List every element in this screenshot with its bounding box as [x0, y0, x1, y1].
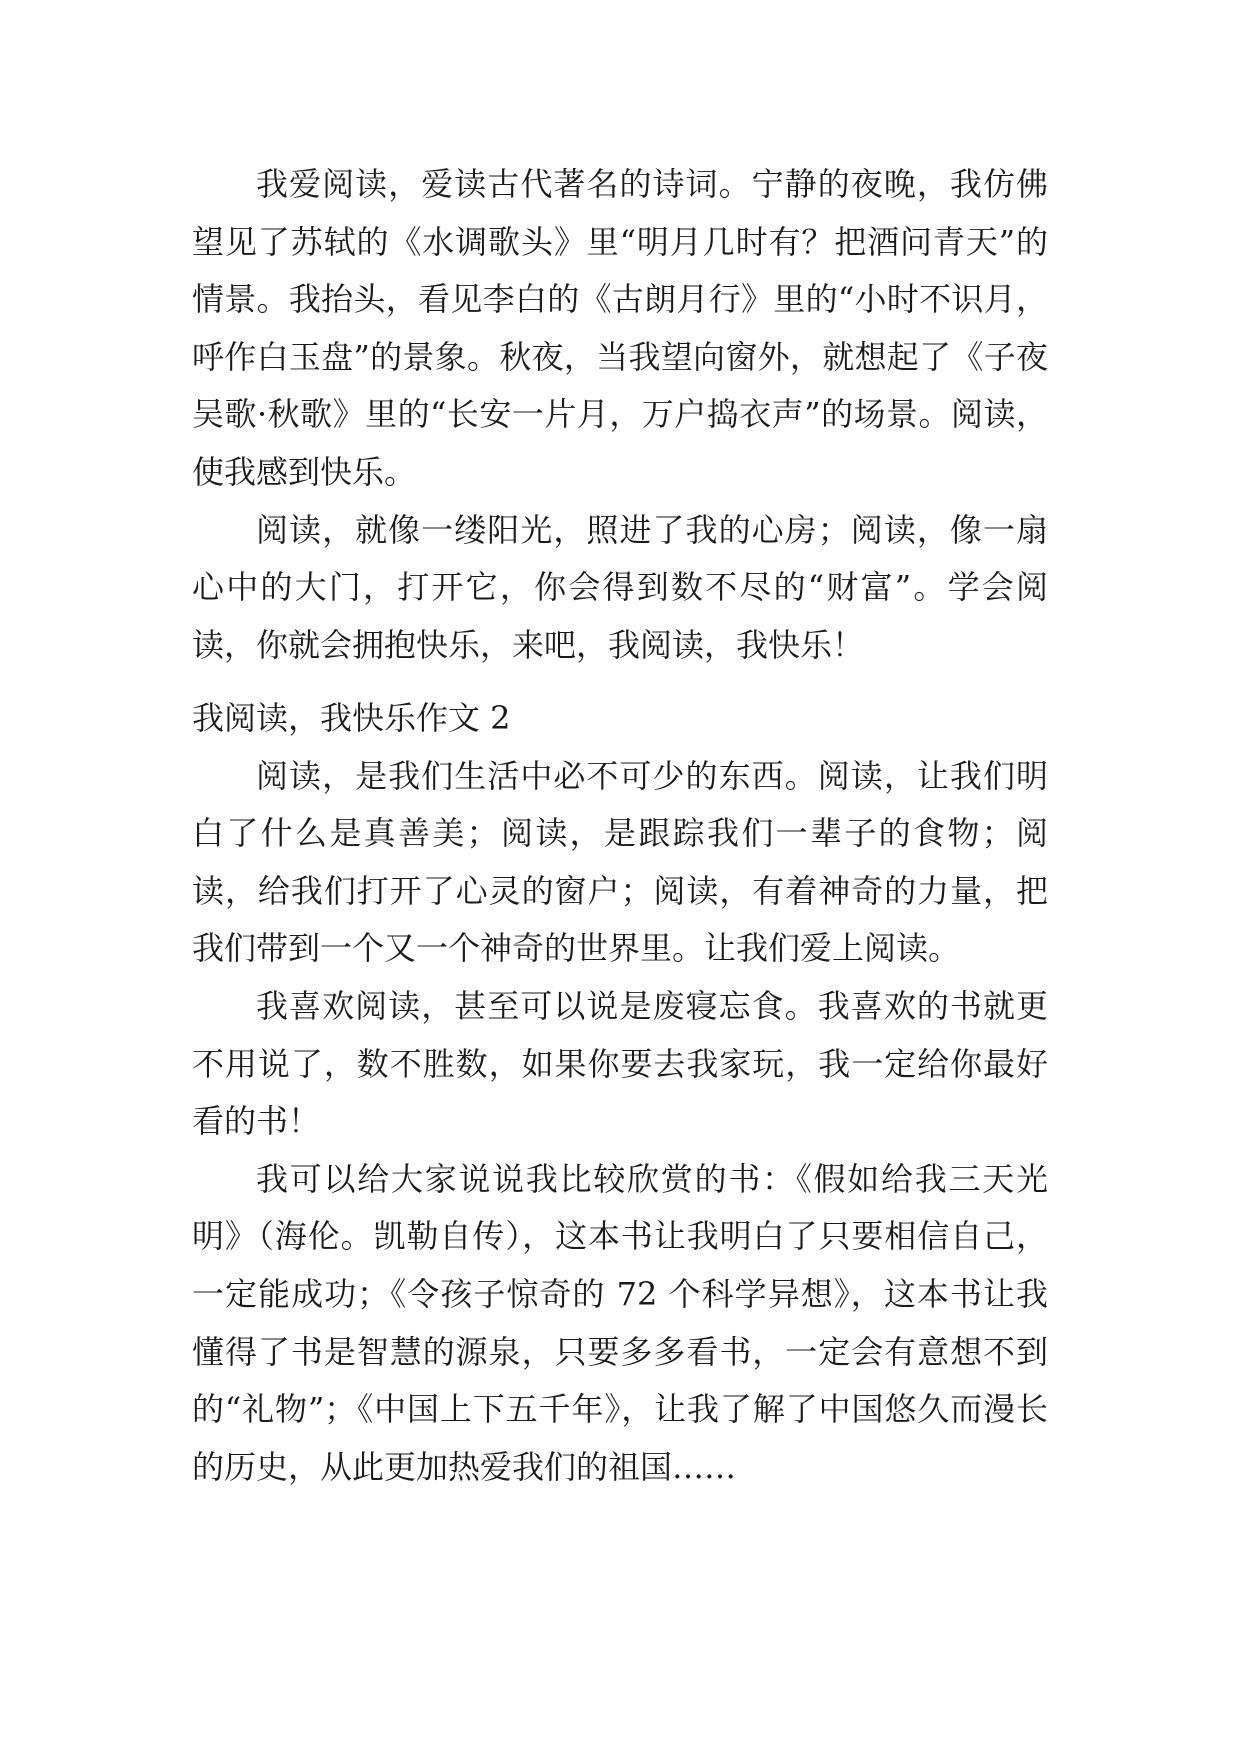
paragraph-poetry-reading: 我爱阅读，爱读古代著名的诗词。宁静的夜晚，我仿佛望见了苏轼的《水调歌头》里“明月几时有？把酒问青天”的情景。我抬头，看见李白的《古朗月行》里的“小时不识月，呼作白玉盘”的景象。秋夜，当我望向窗外，就想起了《子夜吴歌·秋歌》里的“长安一片月，万户捣衣声”的场景。阅读，使我感到快乐。: [192, 165, 1048, 491]
paragraph-reading-sunshine: 阅读，就像一缕阳光，照进了我的心房；阅读，像一扇心中的大门，打开它，你会得到数不尽的“财富”。学会阅读，你就会拥抱快乐，来吧，我阅读，我快乐！: [192, 510, 1048, 664]
paragraph-favorite-books: 我可以给大家说说我比较欣赏的书：《假如给我三天光明》（海伦。凯勒自传），这本书让我明白了只要相信自己，一定能成功；《令孩子惊奇的 72 个科学异想》，这本书让我懂得了书是智慧的源泉，只要多多看书，一定会有意想不到的“礼物”；《中国上下五千年》，让我了解了中国悠久而漫长的历史，从此更加热爱我们的祖国……: [192, 1159, 1048, 1486]
section-1-body: [192, 156, 1048, 674]
section-2-body: [192, 690, 1048, 1496]
essay-title: 我阅读，我快乐作文 2: [192, 699, 511, 737]
paragraph-reading-essential: 阅读，是我们生活中必不可少的东西。阅读，让我们明白了什么是真善美；阅读，是跟踪我们一辈子的食物；阅读，给我们打开了心灵的窗户；阅读，有着神奇的力量，把我们带到一个又一个神奇的世界里。让我们爱上阅读。: [192, 756, 1048, 968]
paragraph-love-reading: 我喜欢阅读，甚至可以说是废寝忘食。我喜欢的书就更不用说了，数不胜数，如果你要去我家玩，我一定给你最好看的书！: [192, 986, 1048, 1141]
